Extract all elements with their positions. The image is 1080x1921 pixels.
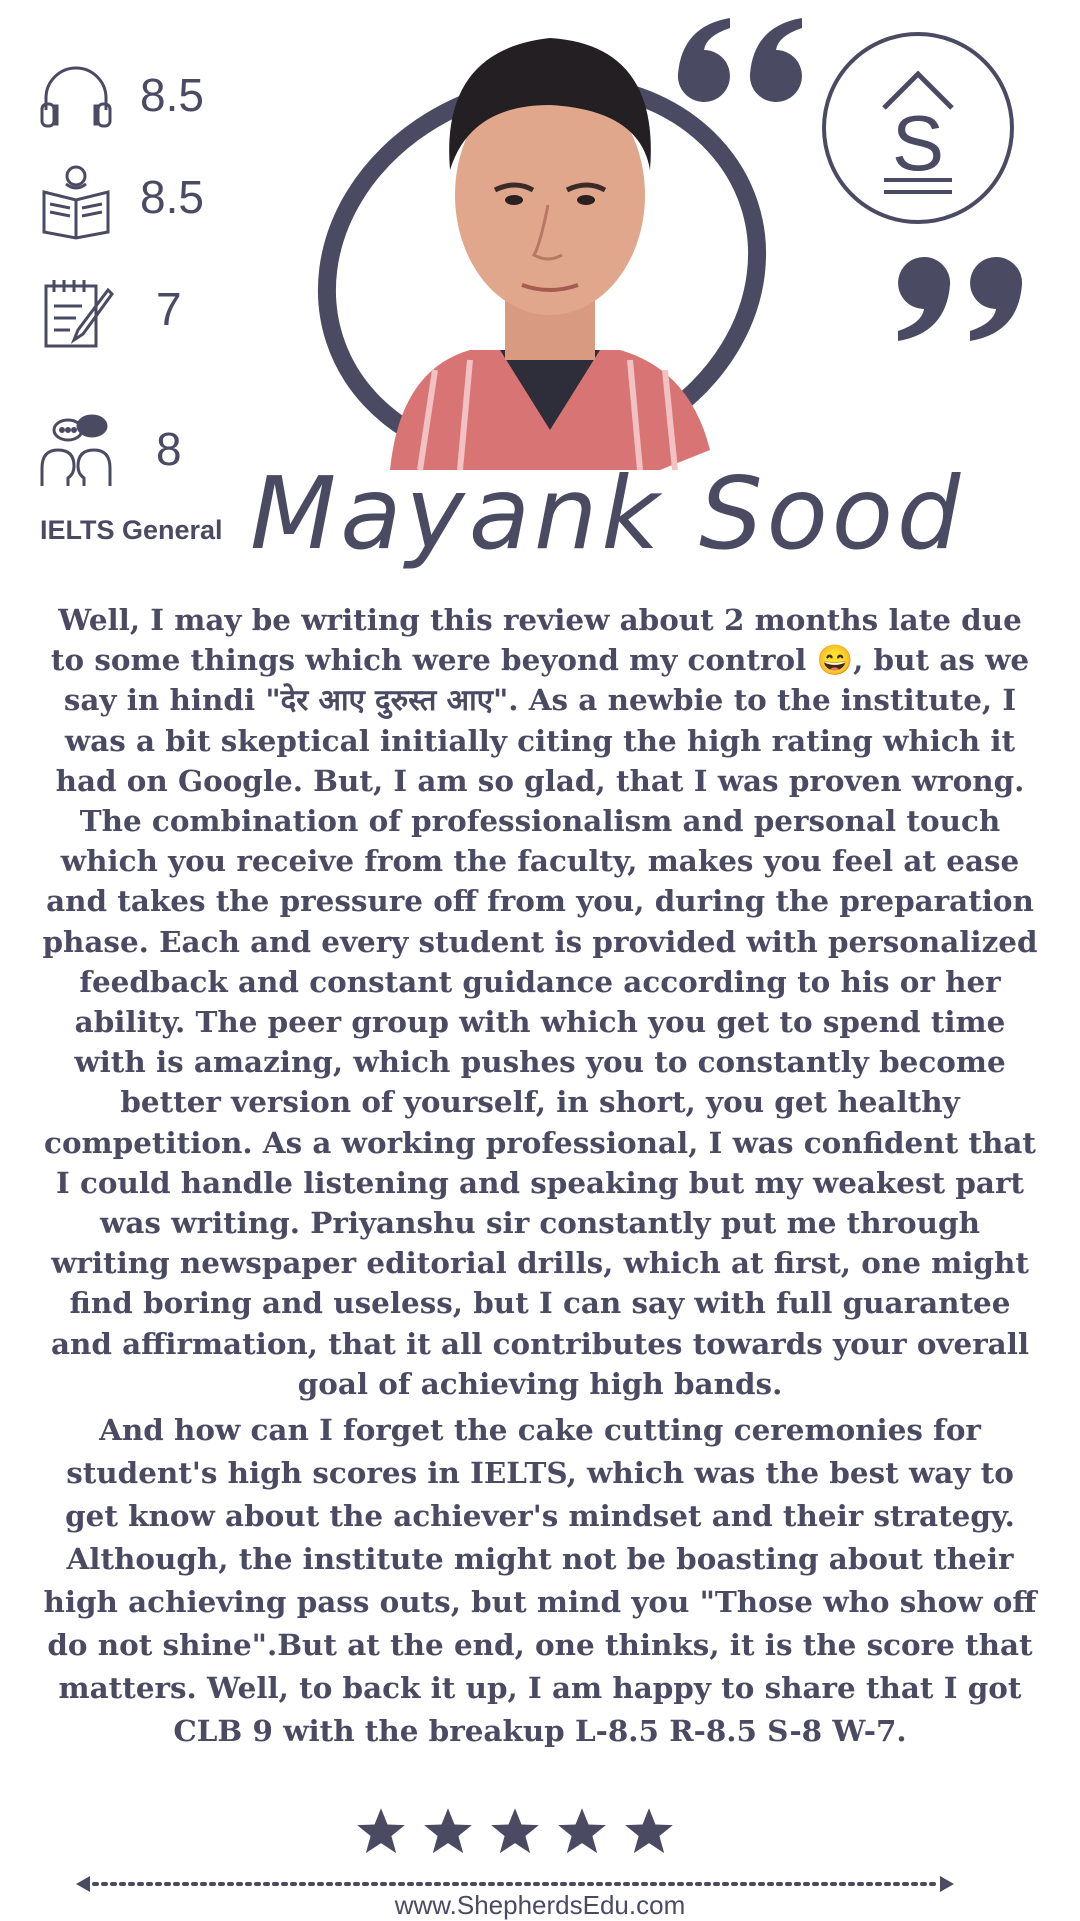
listening-score [36,58,276,148]
closing-quote-icon [890,245,1030,345]
writing-score [36,272,276,362]
speaking-score [36,412,276,502]
star-icon [623,1805,675,1857]
exam-type-label: IELTS General [40,515,223,545]
review-paragraph-2: And how can I forget the cake cutting ceremonies for student's high scores in IELTS, which was the best way to get know about the achiever's mindset and their strategy. Although, the institute might not be boasting about their high achieving pass outs, but mind you "Those who show off do not shine".But at the end, one thinks, it is the score that matters. Well, to back it up, I am happy to share that I got CLB 9 with the breakup L-8.5 R-8.5 S-8 W-7. [43,1412,1037,1749]
reading-score-value: 8.5 [140,171,204,223]
speaking-heads-icon [36,412,116,492]
review-text [38,600,1042,1752]
speaking-score-value: 8 [156,423,182,475]
notepad-pencil-icon [36,272,116,352]
reading-book-icon [36,160,116,240]
brand-logo [820,30,1016,226]
opening-quote-icon [670,14,810,114]
star-icon [556,1805,608,1857]
reading-score [36,160,276,250]
student-name: Mayank Sood [250,455,965,572]
star-icon [355,1805,407,1857]
listening-score-value: 8.5 [140,69,204,121]
star-icon [422,1805,474,1857]
star-icon [489,1805,541,1857]
review-paragraph-1: Well, I may be writing this review about 2 months late due to some things which were beyond my control 😄, but as we say in hindi "देर आए दुरुस्त आए". As a newbie to the institute, I was a bit skeptical initially citing the high rating which it had on Google. But, I am so glad, that I was proven wrong. The combination of professionalism and personal touch which you receive from the faculty, makes you feel at ease and takes the pressure off from you, during the preparation phase. Each and every student is provided with personalized feedback and constant guidance according to his or her ability. The peer group with which you get to spend time with is amazing, which pushes you to constantly become better version of yourself, in short, you get healthy competition. As a working professional, I was confident that I could handle listening and speaking but my weakest part was writing. Priyanshu sir constantly put me through writing newspaper editorial drills, which at first, one might find boring and useless, but I can say with full guarantee and affirmation, that it all contributes towards your overall goal of achieving high bands. [42,602,1038,1401]
logo-letter: S [891,99,945,187]
star-rating [355,1805,675,1865]
headphones-icon [36,58,116,138]
writing-score-value: 7 [156,283,182,335]
website-url: www.ShepherdsEdu.com [394,1890,686,1920]
